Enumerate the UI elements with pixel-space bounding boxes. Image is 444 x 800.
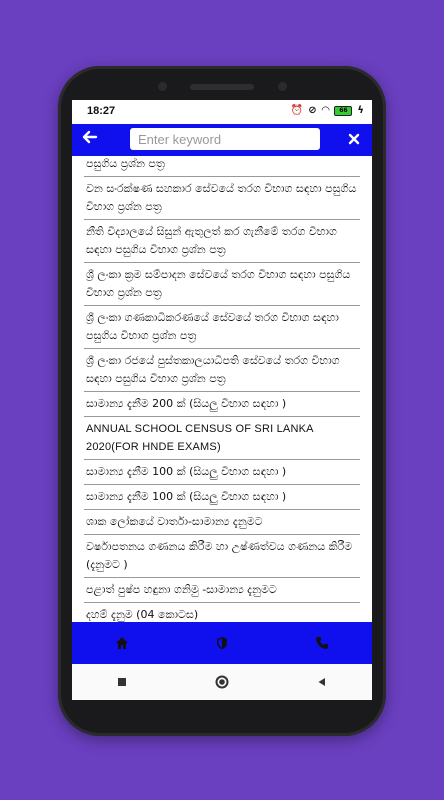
recents-button[interactable] xyxy=(102,667,142,697)
results-list xyxy=(72,156,372,622)
battery-level: 66 xyxy=(339,106,348,114)
charging-icon: ϟ xyxy=(357,105,364,116)
earpiece-speaker xyxy=(190,84,254,90)
system-navigation-bar xyxy=(72,664,372,700)
front-camera xyxy=(158,82,167,91)
status-icons xyxy=(291,105,364,116)
shield-icon xyxy=(215,636,229,650)
status-bar xyxy=(72,100,372,124)
list-item[interactable]: ANNUAL SCHOOL CENSUS OF SRI LANKA 2020(FOR HNDE EXAMS) xyxy=(84,417,360,460)
home-system-button[interactable] xyxy=(202,667,242,697)
back-arrow-svg xyxy=(82,129,98,145)
nav-shield-button[interactable] xyxy=(197,622,247,664)
list-item[interactable]: ශ්‍රී ලංකා ගණකාධිකරණයේ සේවයේ තරග විභාග සඳහා පසුගිය විභාග ප්‍රශ්න පත්‍ර xyxy=(84,306,360,349)
back-system-button[interactable] xyxy=(302,667,342,697)
results-list-inner xyxy=(72,152,372,678)
nav-home-button[interactable] xyxy=(97,622,147,664)
sound-off-icon: ⊘ xyxy=(308,105,317,116)
list-item[interactable]: වර්ෂාපතනය ගණනය කිරීම හා උෂ්ණත්වය ගණනය කිරීම (දැනුමට ) xyxy=(84,535,360,578)
list-item[interactable]: පළාත් පුෂ්ප හඳුනා ගනිමු -සාමාන්‍ය දැනුමට xyxy=(84,578,360,603)
phone-icon xyxy=(315,636,329,650)
search-input[interactable] xyxy=(130,128,320,150)
nav-phone-button[interactable] xyxy=(297,622,347,664)
list-item[interactable]: සාමාන්‍ය දැනීම 100 ක් (සියලු විභාග සඳහා ) xyxy=(84,485,360,510)
list-item[interactable]: දහම් දැනුම (04 කොටස) xyxy=(84,603,360,628)
list-item[interactable]: ශාක ලෝකයේ වාර්තා-සාමාන්‍ය දැනුමට xyxy=(84,510,360,535)
close-x-svg xyxy=(348,133,360,145)
square-icon xyxy=(117,677,127,687)
list-item[interactable]: පසුගිය ප්‍රශ්න පත්‍ර xyxy=(84,152,360,177)
bottom-navigation xyxy=(72,622,372,664)
alarm-icon: ⏰ xyxy=(290,105,304,116)
triangle-back-icon xyxy=(317,677,327,687)
circle-icon xyxy=(215,675,229,689)
wifi-icon: ◠ xyxy=(321,105,330,116)
status-time: 18:27 xyxy=(87,105,116,117)
list-item[interactable]: නීති විද්‍යාලයේ සිසුන් ඇතුලත් කර ගැනීමේ තරග විභාග සඳහා පසුගිය විභාග ප්‍රශ්න පත්‍ර xyxy=(84,220,360,263)
close-icon[interactable] xyxy=(342,128,366,152)
battery-icon xyxy=(334,106,352,116)
list-item[interactable]: ශ්‍රී ලංකා ක්‍රම සම්පාදන සේවයේ තරග විභාග සඳහා පසුගිය විභාග ප්‍රශ්න පත්‍ර xyxy=(84,263,360,306)
proximity-sensor xyxy=(278,82,287,91)
phone-screen xyxy=(72,100,372,700)
list-item[interactable]: සාමාන්‍ය දැනීම 100 ක් (සියලු විභාග සඳහා ) xyxy=(84,460,360,485)
back-arrow-icon[interactable] xyxy=(78,128,102,152)
home-icon xyxy=(115,636,129,650)
list-item[interactable]: වන සංරක්ෂණ සහකාර සේවයේ තරග විභාග සඳහා පසුගිය විභාග ප්‍රශ්න පත්‍ර xyxy=(84,177,360,220)
list-item[interactable]: සාමාන්‍ය දැනීම 200 ක් (සියලු විභාග සඳහා ) xyxy=(84,392,360,417)
list-item[interactable]: ශ්‍රී ලංකා රජයේ පුස්තකාලයාධිපති සේවයේ තරග විභාග සඳහා පසුගිය විභාග ප්‍රශ්න පත්‍ර xyxy=(84,349,360,392)
